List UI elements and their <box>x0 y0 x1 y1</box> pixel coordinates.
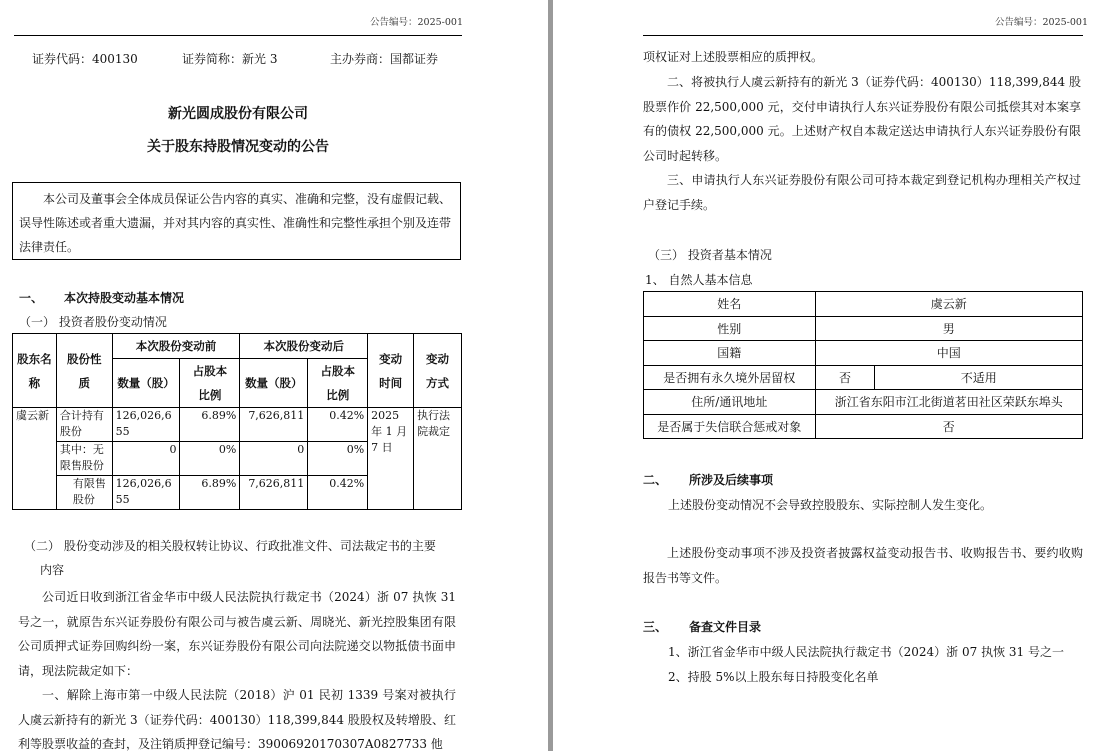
announcement-title: 关于股东持股情况变动的公告 <box>147 139 329 155</box>
field-value-extra: 不适用 <box>875 365 1083 390</box>
header-share-nature: 股份性质 <box>56 334 112 408</box>
after-ratio-cell: 0% <box>308 442 368 476</box>
after-shares-cell: 7,626,811 <box>240 476 308 510</box>
share-nature-cell: 其中：无限售股份 <box>56 442 112 476</box>
header-before-ratio: 占股本比例 <box>180 359 240 408</box>
after-shares-cell: 7,626,811 <box>240 408 308 442</box>
ruling-item-2: 二、将被执行人虞云新持有的新光 3（证券代码：400130）118,399,844 股股票作价 22,500,000 元，交付申请执行人东兴证券股份有限公司抵偿其对本案享有的债权 22,500,000 元。上述财产权自本裁定送达申请执行人东兴证券股份有限公司时起转移。 <box>643 75 1081 163</box>
section-2-para-2: 上述股份变动事项不涉及投资者披露权益变动报告书、收购报告书、要约收购报告书等文件。 <box>643 546 1083 585</box>
field-value: 虞云新 <box>815 292 1082 317</box>
security-code: 证券代码：400130 <box>32 52 138 66</box>
header-holder-name: 股东名称 <box>13 334 57 408</box>
subsection-1-2-title: （二） 股份变动涉及的相关股权转让协议、行政批准文件、司法裁定书的主要 <box>24 539 436 553</box>
field-value: 中国 <box>815 341 1082 366</box>
header-after-change: 本次股份变动后 <box>240 334 368 359</box>
field-value: 浙江省东阳市江北街道茗田社区荣跃东埠头 <box>815 390 1082 415</box>
after-ratio-cell: 0.42% <box>308 476 368 510</box>
company-name: 新光圆成股份有限公司 <box>168 106 308 122</box>
natural-person-info-title: 1、 自然人基本信息 <box>645 273 753 287</box>
ruling-item-1-cont: 项权证对上述股票相应的质押权。 <box>643 50 824 64</box>
header-before-change: 本次股份变动前 <box>112 334 240 359</box>
subsection-1-2-title-cont: 内容 <box>40 563 65 577</box>
section-1-title: 本次持股变动基本情况 <box>64 291 185 305</box>
subsection-1-1-title: （一） 投资者股份变动情况 <box>19 315 167 329</box>
announcement-number: 公告编号：2025-001 <box>995 17 1089 28</box>
field-label: 是否属于失信联合惩戒对象 <box>644 414 816 439</box>
table-row <box>644 341 1083 366</box>
field-label: 姓名 <box>644 292 816 317</box>
investor-info-table <box>643 291 1083 439</box>
board-statement-box: 本公司及董事会全体成员保证公告内容的真实、准确和完整，没有虚假记载、误导性陈述或者重大遗漏，并对其内容的真实性、准确性和完整性承担个别及连带法律责任。 <box>12 182 461 260</box>
header-change-method: 变动方式 <box>414 334 462 408</box>
field-value: 否 <box>815 365 875 390</box>
before-shares-cell: 0 <box>112 442 180 476</box>
header-change-time: 变动时间 <box>368 334 414 408</box>
header-after-shares: 数量（股） <box>240 359 308 408</box>
section-2-title: 所涉及后续事项 <box>689 473 774 487</box>
table-row <box>644 390 1083 415</box>
section-3-number: 三、 <box>643 620 668 634</box>
field-label: 性别 <box>644 316 816 341</box>
announcement-number: 公告编号：2025-001 <box>370 17 464 28</box>
section-1-number: 一、 <box>19 291 44 305</box>
table-row <box>13 408 462 442</box>
share-change-table <box>12 333 462 510</box>
reference-item-1: 1、浙江省金华市中级人民法院执行裁定书（2024）浙 07 执恢 31 号之一 <box>668 645 1064 659</box>
security-short-name: 证券简称：新光 3 <box>182 52 278 66</box>
header-after-ratio: 占股本比例 <box>308 359 368 408</box>
table-row <box>644 316 1083 341</box>
section-3-title: 备查文件目录 <box>689 620 762 634</box>
field-value: 否 <box>815 414 1082 439</box>
section-2-number: 二、 <box>643 473 668 487</box>
table-row <box>644 365 1083 390</box>
before-ratio-cell: 6.89% <box>180 408 240 442</box>
share-nature-cell: 有限售股份 <box>56 476 112 510</box>
header-rule <box>643 35 1083 36</box>
change-time-cell: 2025 年 1 月 7 日 <box>368 408 414 510</box>
table-row <box>644 414 1083 439</box>
sponsor-broker: 主办券商：国都证券 <box>330 52 439 66</box>
field-label: 住所/通讯地址 <box>644 390 816 415</box>
share-nature-cell: 合计持有股份 <box>56 408 112 442</box>
before-shares-cell: 126,026,655 <box>112 476 180 510</box>
field-label: 国籍 <box>644 341 816 366</box>
change-method-cell: 执行法院裁定 <box>414 408 462 510</box>
after-ratio-cell: 0.42% <box>308 408 368 442</box>
document-page-left <box>0 0 548 751</box>
table-row <box>644 292 1083 317</box>
field-label: 是否拥有永久境外居留权 <box>644 365 816 390</box>
ruling-item-1: 一、解除上海市第一中级人民法院（2018）沪 01 民初 1339 号案对被执行人虞云新持有的新光 3（证券代码：400130）118,399,844 股股权及转增股、红利等股票收益的查封，及注销质押登记编号：39006920170307A0827733 他 <box>18 688 456 751</box>
before-shares-cell: 126,026,655 <box>112 408 180 442</box>
before-ratio-cell: 0% <box>180 442 240 476</box>
after-shares-cell: 0 <box>240 442 308 476</box>
before-ratio-cell: 6.89% <box>180 476 240 510</box>
court-ruling-intro: 公司近日收到浙江省金华市中级人民法院执行裁定书（2024）浙 07 执恢 31 号之一，就原告东兴证券股份有限公司与被告虞云新、周晓光、新光控股集团有限公司质押式证券回购纠纷一案，东兴证券股份有限公司向法院递交以物抵债书面申请，现法院裁定如下： <box>18 590 456 678</box>
section-2-para-1: 上述股份变动情况不会导致控股股东、实际控制人发生变化。 <box>668 498 993 512</box>
holder-name-cell: 虞云新 <box>13 408 57 510</box>
reference-item-2: 2、持股 5%以上股东每日持股变化名单 <box>668 670 879 684</box>
header-before-shares: 数量（股） <box>112 359 180 408</box>
subsection-1-3-title: （三） 投资者基本情况 <box>648 248 772 262</box>
header-rule <box>14 35 462 36</box>
field-value: 男 <box>815 316 1082 341</box>
ruling-item-3: 三、申请执行人东兴证券股份有限公司可持本裁定到登记机构办理相关产权过户登记手续。 <box>643 173 1081 212</box>
